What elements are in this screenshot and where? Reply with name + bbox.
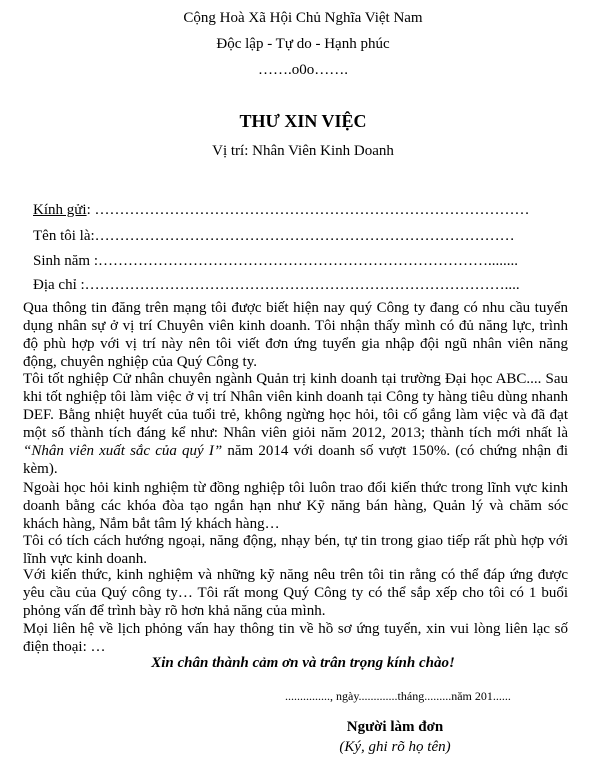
header-ornament: …….o0o…….: [258, 62, 348, 78]
paragraph-contact: Mọi liên hệ về lịch phỏng vấn hay thông tin về hồ sơ ứng tuyển, xin vui lòng liên lạc số điện thoại: …: [23, 621, 568, 655]
signature-note: (Ký, ghi rõ họ tên): [339, 739, 451, 755]
award-title: “Nhân viên xuất sắc của quý I”: [23, 443, 223, 459]
name-field: Tên tôi là:…………………………………………………………………………: [33, 228, 515, 244]
closing-greeting: Xin chân thành cảm ơn và trân trọng kính chào!: [151, 655, 455, 671]
paragraph-education-end: năm 2014 với doanh số vượt 150%. (có chứng nhận đi kèm).: [23, 443, 568, 477]
recipient-label: Kính gửi: [33, 202, 87, 218]
paragraph-education-text: Tôi tốt nghiệp Cử nhân chuyên ngành Quản trị kinh doanh tại trường Đại học ABC.... Sau khi tốt nghiệp tôi làm việc ở vị trí Nhân viên kinh doanh tại Công ty hàng tiêu dùng nhanh DEF. Bằng nhiệt huyết của tuổi trẻ, không ngừng học hỏi, tôi cố gắng làm việc và đã đạt một số thành tích đáng kể như: Nhân viên giỏi năm 2012, 2013; thành tích mới nhất là: [23, 371, 568, 441]
national-motto: Độc lập - Tự do - Hạnh phúc: [216, 36, 390, 52]
paragraph-education: [23, 370, 568, 478]
birth-year-field: Sinh năm :……………………………………………………………………........: [33, 253, 519, 269]
letter-title: THƯ XIN VIỆC: [239, 111, 367, 131]
paragraph-learning: Ngoài học hỏi kinh nghiệm từ đồng nghiệp tôi luôn trao đổi kiến thức trong lĩnh vực kinh doanh bằng các khóa đòa tạo ngắn hạn như Kỹ năng bán hàng, Quản lý và chăm sóc khách hàng, Nắm bắt tâm lý khách hàng…: [23, 480, 568, 532]
paragraph-intro: Qua thông tin đăng trên mạng tôi được biết hiện nay quý Công ty đang có nhu cầu tuyển dụng nhân sự ở vị trí Chuyên viên kinh doanh. Tôi nhận thấy mình có đủ năng lực, trình độ phù hợp với vị trí này nên tôi viết đơn ứng tuyển gia nhập đội ngũ nhân viên năng động, chuyên nghiệp của Quý Công ty.: [23, 300, 568, 370]
paragraph-personality: Tôi có tích cách hướng ngoại, năng động, nhạy bén, tự tin trong giao tiếp rất phù hợp với lĩnh vực kinh doanh.: [23, 533, 568, 567]
date-line: ..............., ngày.............tháng.........năm 201......: [285, 689, 511, 703]
national-title: Cộng Hoà Xã Hội Chủ Nghĩa Việt Nam: [183, 10, 423, 26]
signer-label: Người làm đơn: [346, 719, 444, 735]
position-subtitle: Vị trí: Nhân Viên Kinh Doanh: [212, 143, 394, 159]
recipient-field: [33, 202, 529, 219]
recipient-dots: : ……………………………………………………………………………: [86, 202, 530, 218]
paragraph-request: Với kiến thức, kinh nghiệm và những kỹ năng nêu trên tôi tin rằng có thể đáp ứng được yêu cầu của Quý công ty… Tôi rất mong Quý Công ty có thể sắp xếp cho tôi có 1 buổi phỏng vấn để trình bày rõ hơn khả năng của mình.: [23, 567, 568, 619]
address-field: Địa chỉ :…………………………………………………………………………....: [33, 277, 520, 293]
